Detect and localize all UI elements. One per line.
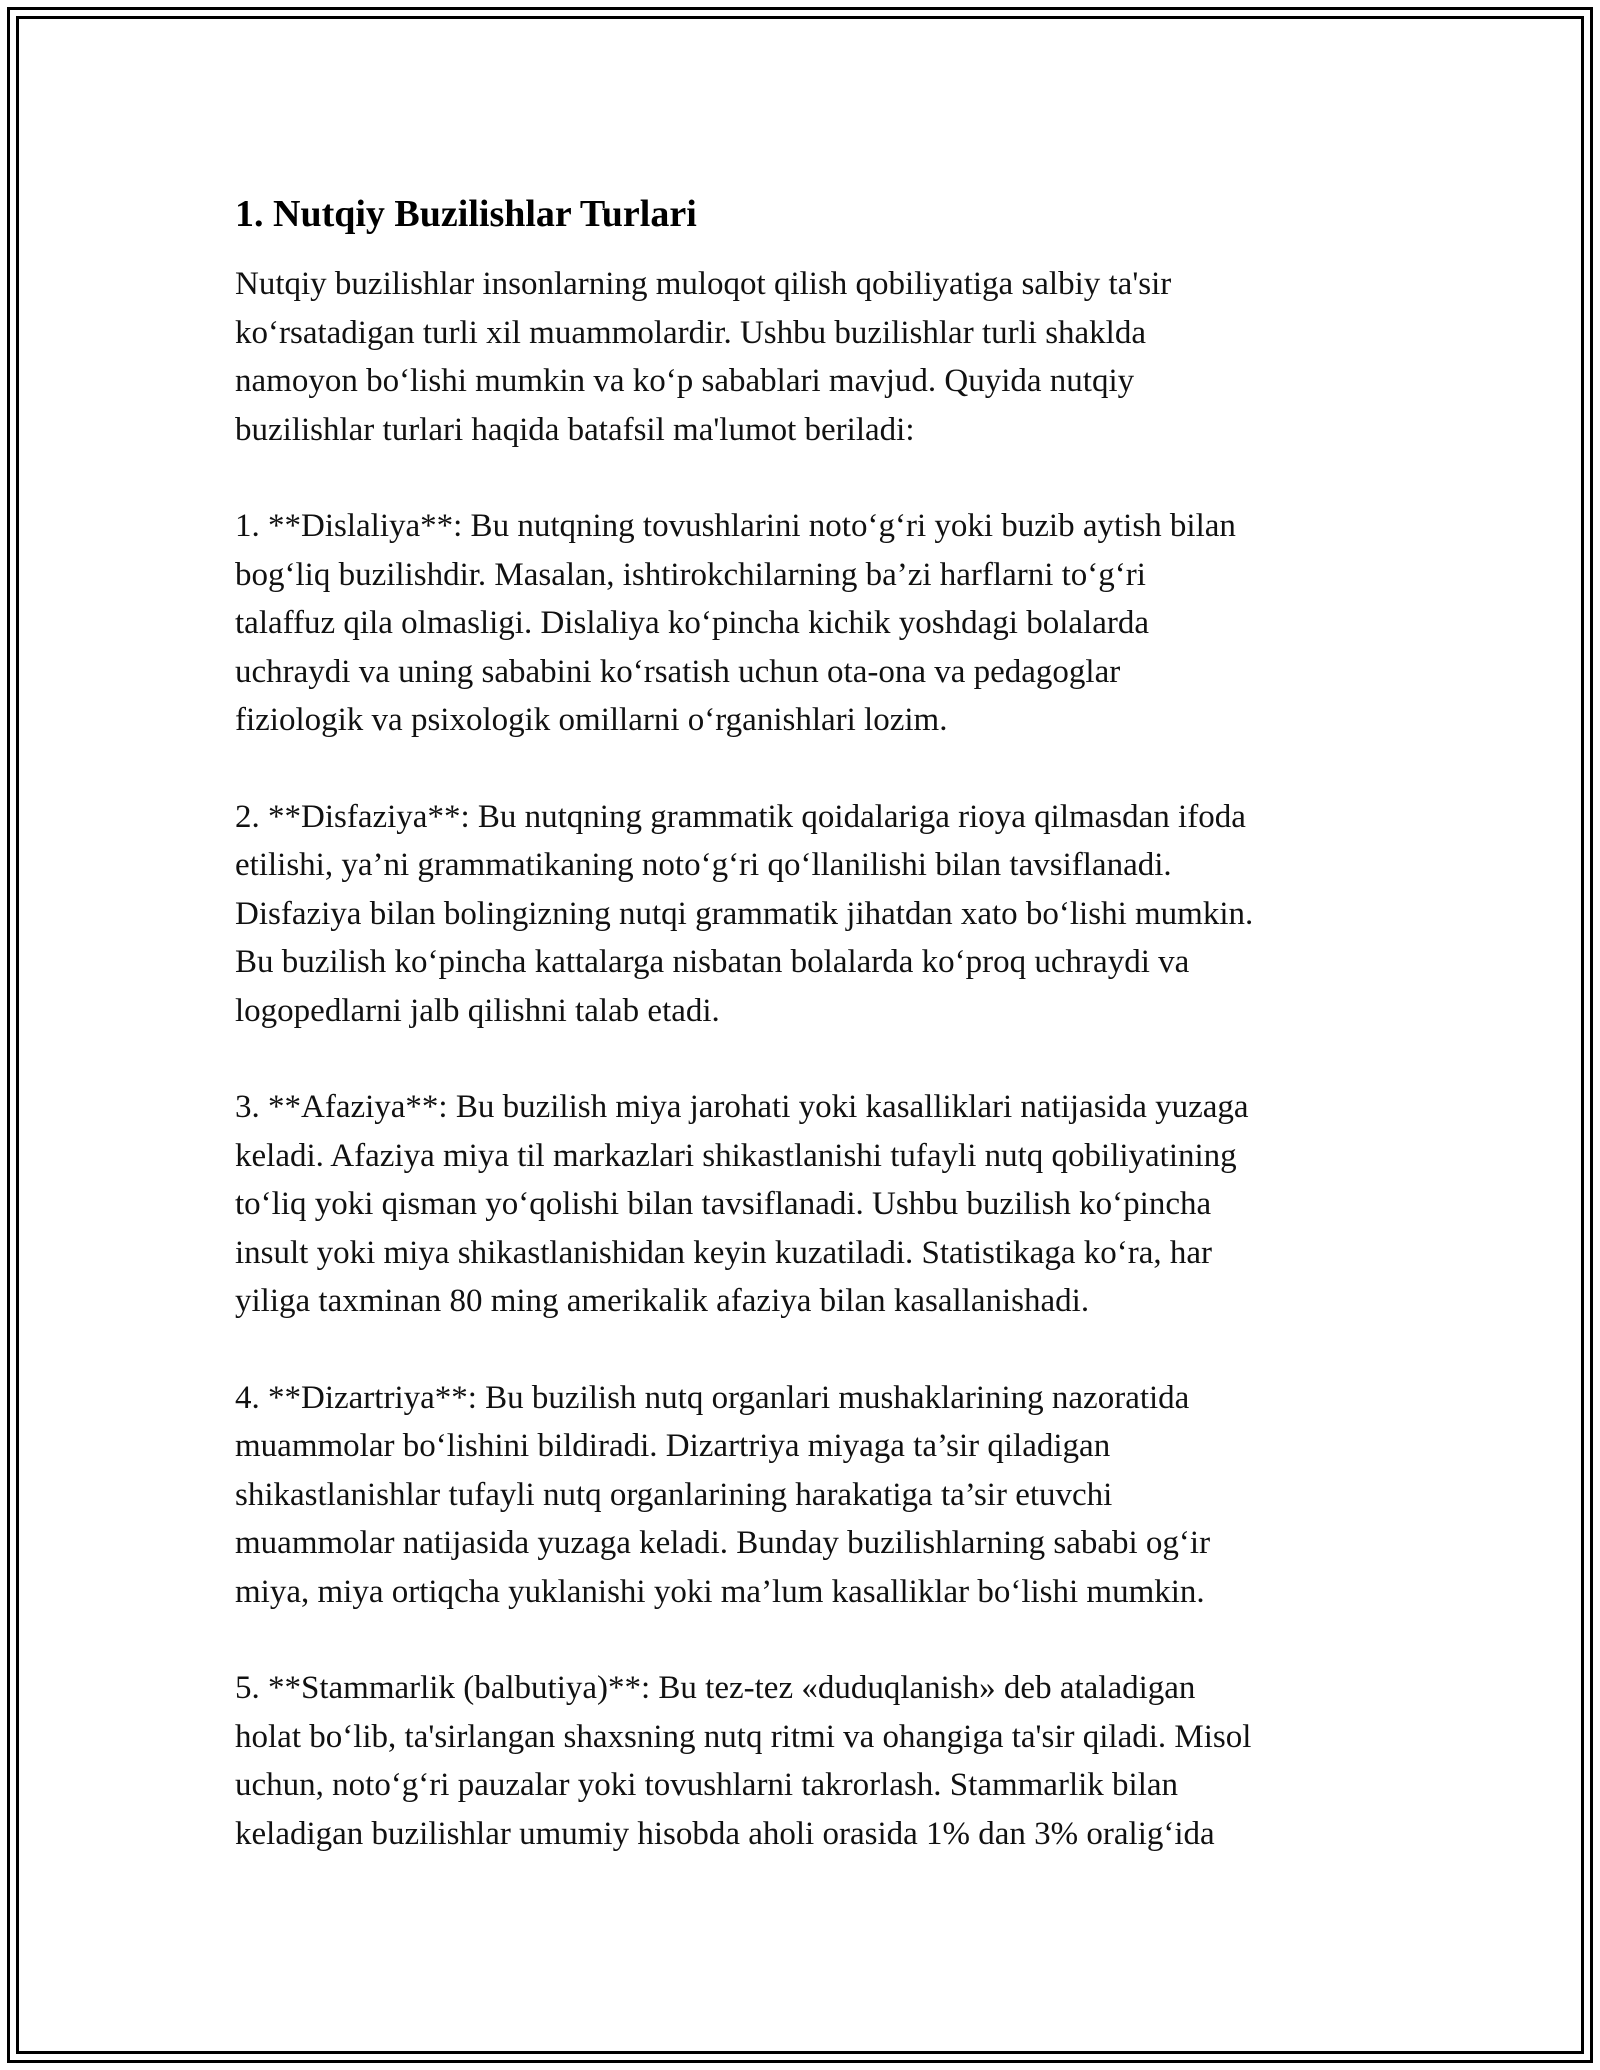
paragraph-dizartriya: 4. **Dizartriya**: Bu buzilish nutq organlari mushaklarining nazoratida muammolar bo‘lishini bildiradi. Dizartriya miyaga ta’sir qiladigan shikastlanishlar tufayli nutq organlarining harakatiga ta’sir etuvchi muammolar natijasida yuzaga keladi. Bunday buzilishlarning sababi og‘ir miya, miya ortiqcha yuklanishi yoki ma’lum kasalliklar bo‘lishi mumkin. (235, 1379, 1211, 1610)
section-heading: 1. Nutqiy Buzilishlar Turlari (235, 193, 697, 235)
paragraph-stammarlik: 5. **Stammarlik (balbutiya)**: Bu tez-tez «duduqlanish» deb ataladigan holat bo‘lib, ta'sirlangan shaxsning nutq ritmi va ohangiga ta'sir qiladi. Misol uchun, noto‘g‘ri pauzalar yoki tovushlarni takrorlash. Stammarlik bilan keladigan buzilishlar umumiy hisobda aholi orasida 1% dan 3% oralig‘ida (235, 1670, 1252, 1852)
intro-paragraph: Nutqiy buzilishlar insonlarning muloqot qilish qobiliyatiga salbiy ta'sir ko‘rsatadigan turli xil muammolardir. Ushbu buzilishlar turli shaklda namoyon bo‘lishi mumkin va ko‘p sabablari mavjud. Quyida nutqiy buzilishlar turlari haqida batafsil ma'lumot beriladi: (235, 266, 1172, 448)
paragraph-afaziya: 3. **Afaziya**: Bu buzilish miya jarohati yoki kasalliklari natijasida yuzaga keladi. Afaziya miya til markazlari shikastlanishi tufayli nutq qobiliyatining to‘liq yoki qisman yo‘qolishi bilan tavsiflanadi. Ushbu buzilish ko‘pincha insult yoki miya shikastlanishidan keyin kuzatiladi. Statistikaga ko‘ra, har yiliga taxminan 80 ming amerikalik afaziya bilan kasallanishadi. (235, 1089, 1249, 1319)
paragraph-disfaziya: 2. **Disfaziya**: Bu nutqning grammatik qoidalariga rioya qilmasdan ifoda etilishi, ya’ni grammatikaning noto‘g‘ri qo‘llanilishi bilan tavsiflanadi. Disfaziya bilan bolingizning nutqi grammatik jihatdan xato bo‘lishi mumkin. Bu buzilish ko‘pincha kattalarga nisbatan bolalarda ko‘proq uchraydi va logopedlarni jalb qilishni talab etadi. (235, 798, 1254, 1029)
paragraph-dislaliya: 1. **Dislaliya**: Bu nutqning tovushlarini noto‘g‘ri yoki buzib aytish bilan bog‘liq buzilishdir. Masalan, ishtirokchilarning ba’zi harflarni to‘g‘ri talaffuz qila olmasligi. Dislaliya ko‘pincha kichik yoshdagi bolalarda uchraydi va uning sababini ko‘rsatish uchun ota-ona va pedagoglar fiziologik va psixologik omillarni o‘rganishlari lozim. (235, 508, 1236, 738)
document-body (235, 188, 1370, 1906)
